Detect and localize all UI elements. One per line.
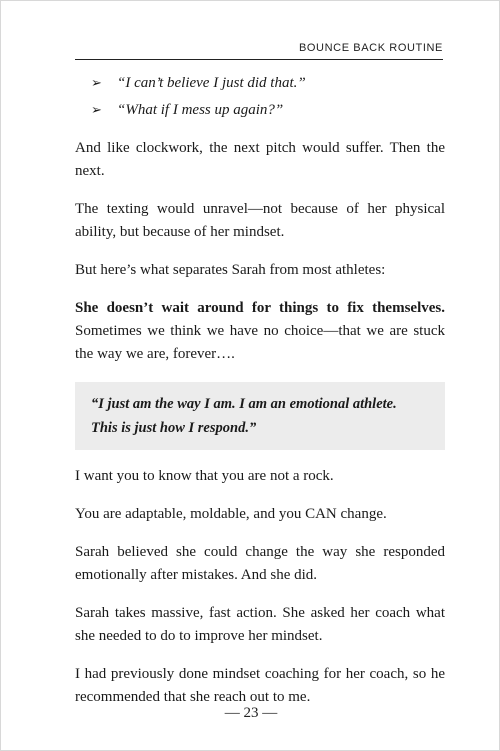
page-body: [75, 71, 445, 709]
quote-line: “I just am the way I am. I am an emotional athlete.: [91, 396, 397, 412]
paragraph: I want you to know that you are not a rock.: [75, 468, 334, 484]
quote-box: [75, 382, 445, 450]
paragraph: You are adaptable, moldable, and you CAN change.: [75, 506, 387, 522]
quote-line: This is just how I respond.”: [91, 420, 257, 436]
paragraph-continuation: Sometimes we think we have no choice—that we are stuck the way we are, forever….: [75, 323, 445, 362]
running-head: BOUNCE BACK ROUTINE: [75, 41, 443, 60]
bullet-list: [75, 71, 445, 122]
bullet-text: “What if I mess up again?”: [117, 102, 284, 118]
paragraph: Sarah takes massive, fast action. She asked her coach what she needed to do to improve her mindset.: [75, 605, 445, 644]
paragraph: But here’s what separates Sarah from most athletes:: [75, 262, 386, 278]
arrow-bullet-icon: ➢: [91, 75, 102, 90]
list-item: [91, 71, 445, 95]
paragraph: Sarah believed she could change the way she responded emotionally after mistakes. And she did.: [75, 544, 445, 583]
page-number: — 23 —: [224, 705, 278, 721]
paragraph: The texting would unravel—not because of her physical ability, but because of her mindset.: [75, 201, 445, 240]
bold-statement: She doesn’t wait around for things to fix themselves.: [75, 300, 445, 316]
paragraph: I had previously done mindset coaching for her coach, so he recommended that she reach out to me.: [75, 666, 445, 705]
arrow-bullet-icon: ➢: [91, 102, 102, 117]
bullet-text: “I can’t believe I just did that.”: [117, 75, 306, 91]
paragraph: [75, 297, 445, 366]
list-item: [91, 98, 445, 122]
paragraph: And like clockwork, the next pitch would suffer. Then the next.: [75, 140, 445, 179]
